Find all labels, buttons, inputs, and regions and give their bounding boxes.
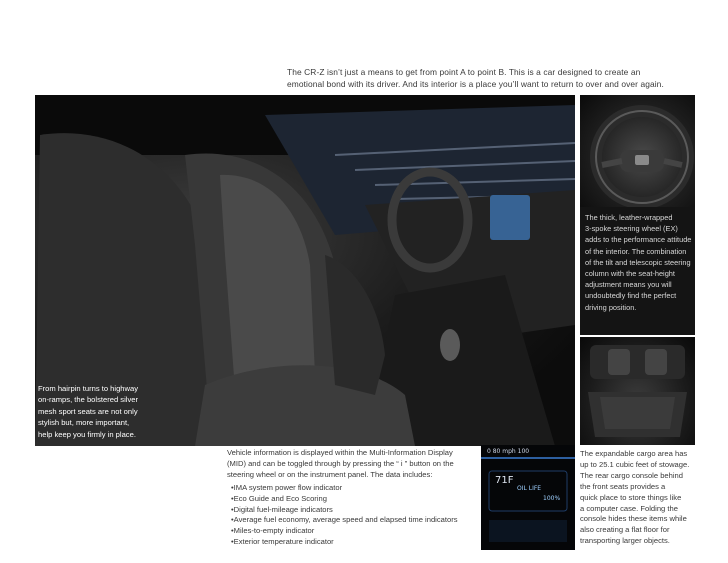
interior-photo [35, 95, 575, 446]
caption-line: undoubtedly find the perfect [585, 291, 677, 301]
display-oil-life-label: OIL LIFE [517, 485, 542, 492]
mid-line: Vehicle information is displayed within the Multi-Information Display [227, 448, 453, 457]
caption-line: adjustment means you will [585, 280, 672, 290]
list-item: • Average fuel economy, average speed and elapsed time indicators [227, 515, 487, 526]
caption-line: the front seats provides a [580, 481, 666, 491]
caption-line: column with the seat-height [585, 269, 675, 279]
list-item: • IMA system power flow indicator [227, 483, 487, 494]
caption-line: of the interior. The combination [585, 246, 687, 256]
mid-line: steering wheel or on the instrument panel. The data includes: [227, 469, 433, 479]
cargo-area-photo [580, 337, 695, 445]
caption-line: up to 25.1 cubic feet of stowage. [580, 459, 690, 469]
caption-line: console hides these items while [580, 514, 687, 524]
list-item: • Digital fuel-mileage indicators [227, 505, 487, 516]
steering-wheel-photo [580, 95, 695, 207]
multi-information-display-photo [481, 445, 575, 550]
display-speed-scale: 0 80 mph 100 [487, 448, 530, 455]
mid-line: (MID) and can be toggled through by pressing the “ i ” button on the [227, 458, 454, 468]
caption-line: driving position. [585, 302, 637, 312]
list-item: • Miles-to-empty indicator [227, 526, 487, 537]
intro-paragraph [287, 66, 707, 91]
mid-description [227, 448, 487, 548]
wheel-caption [585, 212, 693, 313]
caption-line: on-ramps, the bolstered silver [38, 395, 139, 405]
caption-line: quick place to store things like [580, 492, 682, 502]
caption-line: 3-spoke steering wheel (EX) [585, 224, 678, 234]
caption-line: mesh sport seats are not only [38, 406, 138, 416]
seats-caption [38, 383, 156, 440]
display-temperature: 71F [495, 475, 514, 486]
caption-line: stylish but, more important, [38, 418, 130, 428]
caption-line: From hairpin turns to highway [38, 384, 139, 393]
caption-line: The expandable cargo area has [580, 449, 688, 458]
display-oil-life-value: 100% [543, 495, 561, 502]
caption-line: The rear cargo console behind [580, 470, 684, 480]
caption-line: a computer case. Folding the [580, 503, 678, 513]
intro-line: emotional bond with its driver. And its interior is a place you’ll want to return to over and over again. [287, 79, 664, 90]
mid-feature-list [227, 483, 487, 548]
caption-line: of the tilt and telescopic steering [585, 257, 691, 267]
caption-line: adds to the performance attitude [585, 235, 692, 245]
list-item: • Eco Guide and Eco Scoring [227, 494, 487, 505]
caption-line: help keep you firmly in place. [38, 429, 136, 439]
cargo-caption [580, 449, 698, 547]
caption-line: The thick, leather-wrapped [585, 213, 673, 222]
caption-line: also creating a flat floor for [580, 525, 670, 535]
caption-line: transporting larger objects. [580, 536, 670, 546]
list-item: • Exterior temperature indicator [227, 537, 487, 548]
intro-line: The CR-Z isn’t just a means to get from point A to point B. This is a car designed to create an [287, 67, 641, 77]
